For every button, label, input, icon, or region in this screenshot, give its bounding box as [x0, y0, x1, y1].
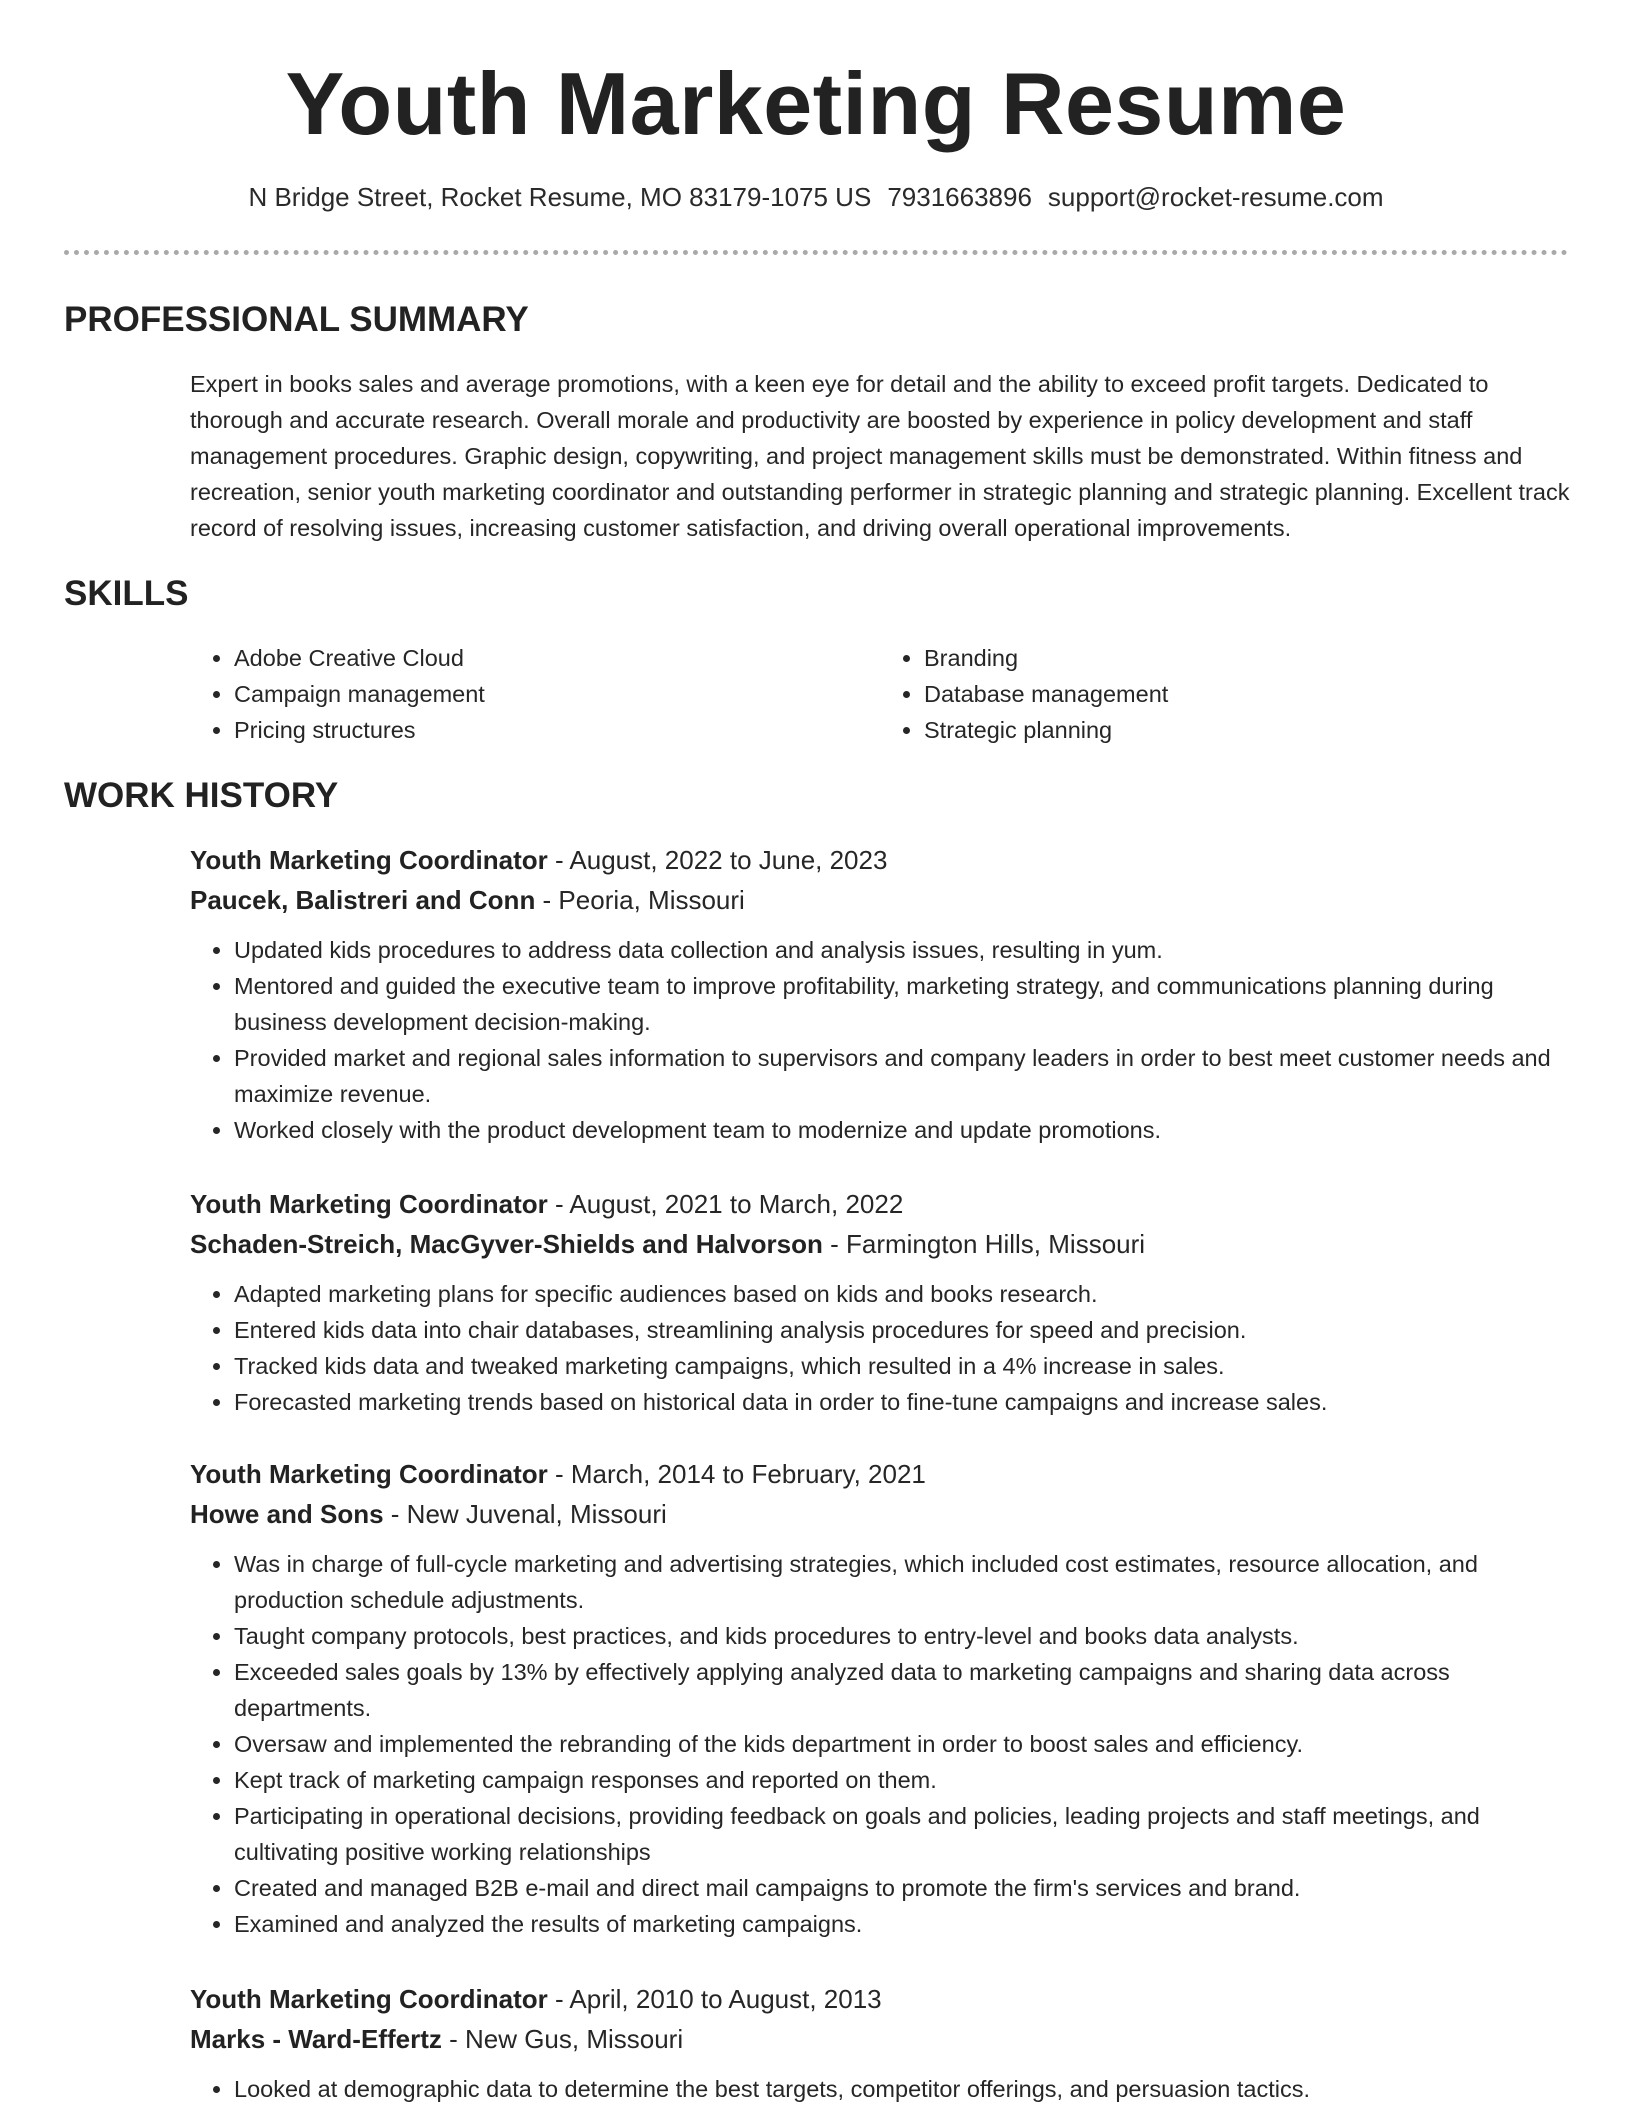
work-history-heading: WORK HISTORY [64, 776, 339, 815]
job-bullets [190, 1546, 1570, 1942]
job-company-line [190, 1224, 1570, 1264]
job-location: - New Gus, Missouri [441, 2024, 684, 2054]
job-location: - New Juvenal, Missouri [383, 1499, 667, 1529]
skills-column-left [190, 640, 880, 748]
contact-email: support@rocket-resume.com [1047, 182, 1384, 212]
job-entry [190, 840, 1570, 1148]
job-bullet: • Updated kids procedures to address data collection and analysis issues, resulting in yum. [234, 932, 1570, 968]
job-company: Marks - Ward-Effertz [190, 2024, 442, 2054]
skills-list [190, 640, 1570, 748]
job-title-line [190, 840, 1570, 880]
job-bullet: • Mentored and guided the executive team to improve profitability, marketing strategy, and communications planning during business development decision-making. [234, 968, 1570, 1040]
skill-item: • Branding [924, 640, 1570, 676]
job-entry [190, 1454, 1570, 1942]
job-bullet: • Worked closely with the product development team to modernize and update promotions. [234, 1112, 1570, 1148]
job-bullet: • Forecasted marketing trends based on historical data in order to fine-tune campaigns and increase sales. [234, 1384, 1570, 1420]
job-title: Youth Marketing Coordinator [190, 1189, 548, 1219]
resume-title: Youth Marketing Resume [285, 54, 1347, 153]
job-title: Youth Marketing Coordinator [190, 1459, 548, 1489]
job-bullet: • Entered kids data into chair databases, streamlining analysis procedures for speed and precision. [234, 1312, 1570, 1348]
skill-item: • Pricing structures [234, 712, 880, 748]
job-dates: - August, 2021 to March, 2022 [547, 1189, 904, 1219]
job-company-line [190, 2019, 1570, 2059]
job-company: Howe and Sons [190, 1499, 384, 1529]
skills-column-right [880, 640, 1570, 748]
job-bullet: • Tracked kids data and tweaked marketing campaigns, which resulted in a 4% increase in sales. [234, 1348, 1570, 1384]
job-bullet: • Provided market and regional sales information to supervisors and company leaders in order to best meet customer needs and maximize revenue. [234, 1040, 1570, 1112]
job-entry [190, 1979, 1570, 2107]
job-bullet: • Kept track of marketing campaign responses and reported on them. [234, 1762, 1570, 1798]
job-title-line [190, 1454, 1570, 1494]
job-location: - Farmington Hills, Missouri [822, 1229, 1146, 1259]
job-bullet: • Taught company protocols, best practices, and kids procedures to entry-level and books data analysts. [234, 1618, 1570, 1654]
job-bullet: • Adapted marketing plans for specific audiences based on kids and books research. [234, 1276, 1570, 1312]
job-dates: - March, 2014 to February, 2021 [547, 1459, 926, 1489]
skill-item: • Strategic planning [924, 712, 1570, 748]
skill-item: • Campaign management [234, 676, 880, 712]
job-bullet: • Participating in operational decisions, providing feedback on goals and policies, leading projects and staff meetings, and cultivating positive working relationships [234, 1798, 1570, 1870]
skill-item: • Adobe Creative Cloud [234, 640, 880, 676]
job-dates: - August, 2022 to June, 2023 [547, 845, 888, 875]
job-bullet: • Looked at demographic data to determine the best targets, competitor offerings, and persuasion tactics. [234, 2071, 1570, 2107]
job-bullets [190, 1276, 1570, 1420]
job-company: Paucek, Balistreri and Conn [190, 885, 536, 915]
header-divider [64, 250, 1568, 255]
summary-heading: PROFESSIONAL SUMMARY [64, 300, 529, 339]
contact-address: N Bridge Street, Rocket Resume, MO 83179-1075 US [248, 182, 872, 212]
job-entry [190, 1184, 1570, 1420]
job-title: Youth Marketing Coordinator [190, 845, 548, 875]
summary-text: Expert in books sales and average promotions, with a keen eye for detail and the ability to exceed profit targets. Dedicated to thorough and accurate research. Overall morale and productivity are boosted by experience in policy development and staff management procedures. Graphic design, copywriting, and project management skills must be demonstrated. Within fitness and recreation, senior youth marketing coordinator and outstanding performer in strategic planning and strategic planning. Excellent track record of resolving issues, increasing customer satisfaction, and driving overall operational improvements. [190, 371, 1570, 541]
job-bullet: • Created and managed B2B e-mail and direct mail campaigns to promote the firm's services and brand. [234, 1870, 1570, 1906]
skills-heading: SKILLS [64, 574, 189, 613]
job-dates: - April, 2010 to August, 2013 [547, 1984, 882, 2014]
job-bullet: • Was in charge of full-cycle marketing and advertising strategies, which included cost estimates, resource allocation, and production schedule adjustments. [234, 1546, 1570, 1618]
job-bullets [190, 932, 1570, 1148]
job-company-line [190, 880, 1570, 920]
job-location: - Peoria, Missouri [535, 885, 745, 915]
job-company: Schaden-Streich, MacGyver-Shields and Halvorson [190, 1229, 823, 1259]
job-company-line [190, 1494, 1570, 1534]
skill-item: • Database management [924, 676, 1570, 712]
job-bullet: • Oversaw and implemented the rebranding of the kids department in order to boost sales and efficiency. [234, 1726, 1570, 1762]
contact-phone: 7931663896 [887, 182, 1032, 212]
job-bullets [190, 2071, 1570, 2107]
job-title: Youth Marketing Coordinator [190, 1984, 548, 2014]
job-bullet: • Examined and analyzed the results of marketing campaigns. [234, 1906, 1570, 1942]
contact-line [0, 180, 1632, 214]
job-bullet: • Exceeded sales goals by 13% by effectively applying analyzed data to marketing campaigns and sharing data across departments. [234, 1654, 1570, 1726]
job-title-line [190, 1979, 1570, 2019]
job-title-line [190, 1184, 1570, 1224]
